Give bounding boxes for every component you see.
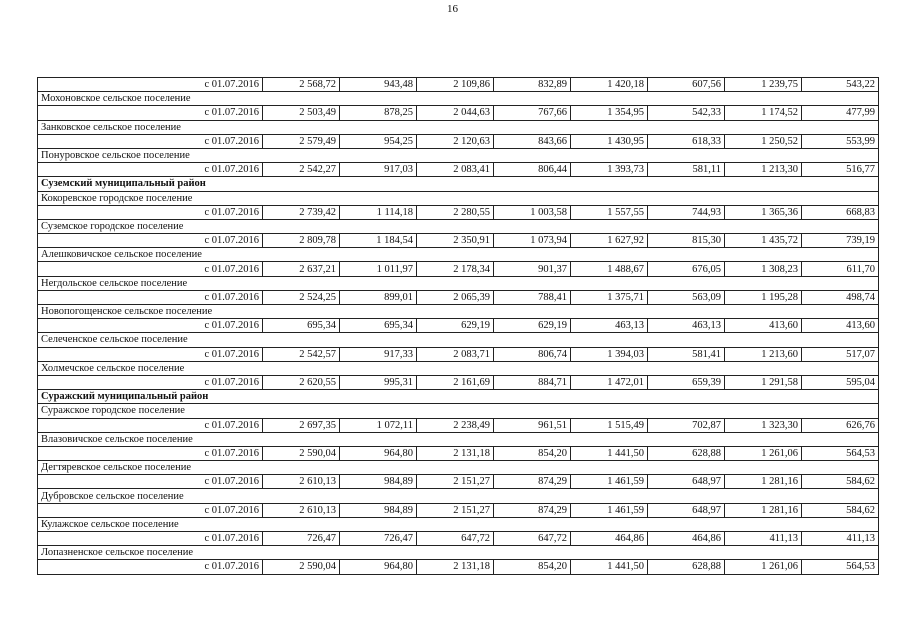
tariff-value-cell: 1 291,58 [725,375,802,389]
tariff-value-cell: 563,09 [648,290,725,304]
tariff-value-cell: 1 472,01 [571,375,648,389]
settlement-name: Дегтяревское сельское поселение [38,461,879,475]
settlement-name: Суземское городское поселение [38,219,879,233]
tariff-value-cell: 413,60 [802,319,879,333]
table-row [38,163,879,177]
tariff-value-cell: 584,62 [802,503,879,517]
table-row [38,503,879,517]
tariff-value-cell: 1 375,71 [571,290,648,304]
table-row [38,418,879,432]
settlement-header-row [38,191,879,205]
tariff-table-body [38,78,879,575]
tariff-value-cell: 995,31 [340,375,417,389]
settlement-name: Влазовичское сельское поселение [38,432,879,446]
tariff-value-cell: 702,87 [648,418,725,432]
table-row [38,262,879,276]
effective-date-cell: с 01.07.2016 [38,532,263,546]
tariff-value-cell: 564,53 [802,560,879,574]
tariff-value-cell: 2 131,18 [417,446,494,460]
settlement-header-row [38,489,879,503]
district-header-row [38,390,879,404]
tariff-value-cell: 463,13 [648,319,725,333]
tariff-value-cell: 595,04 [802,375,879,389]
tariff-value-cell: 1 461,59 [571,475,648,489]
settlement-header-row [38,461,879,475]
tariff-value-cell: 767,66 [494,106,571,120]
tariff-value-cell: 1 430,95 [571,134,648,148]
tariff-value-cell: 543,22 [802,78,879,92]
tariff-value-cell: 2 120,63 [417,134,494,148]
tariff-value-cell: 648,97 [648,475,725,489]
settlement-header-row [38,546,879,560]
tariff-value-cell: 463,13 [571,319,648,333]
district-header-row [38,177,879,191]
tariff-value-cell: 676,05 [648,262,725,276]
effective-date-cell: с 01.07.2016 [38,475,263,489]
settlement-name: Селеченское сельское поселение [38,333,879,347]
settlement-name: Понуровское сельское поселение [38,148,879,162]
table-row [38,205,879,219]
settlement-header-row [38,248,879,262]
tariff-value-cell: 2 542,57 [263,347,340,361]
tariff-value-cell: 516,77 [802,163,879,177]
page-number: 16 [447,3,458,15]
effective-date-cell: с 01.07.2016 [38,163,263,177]
tariff-value-cell: 1 261,06 [725,446,802,460]
tariff-value-cell: 611,70 [802,262,879,276]
settlement-header-row [38,148,879,162]
tariff-value-cell: 964,80 [340,560,417,574]
tariff-value-cell: 2 044,63 [417,106,494,120]
tariff-value-cell: 917,03 [340,163,417,177]
settlement-header-row [38,404,879,418]
table-row [38,560,879,574]
tariff-value-cell: 2 809,78 [263,234,340,248]
tariff-value-cell: 843,66 [494,134,571,148]
tariff-value-cell: 629,19 [417,319,494,333]
tariff-value-cell: 628,88 [648,446,725,460]
settlement-name: Дубровское сельское поселение [38,489,879,503]
effective-date-cell: с 01.07.2016 [38,347,263,361]
tariff-value-cell: 2 350,91 [417,234,494,248]
tariff-value-cell: 1 281,16 [725,503,802,517]
tariff-value-cell: 2 590,04 [263,560,340,574]
tariff-value-cell: 564,53 [802,446,879,460]
tariff-value-cell: 1 394,03 [571,347,648,361]
tariff-value-cell: 1 281,16 [725,475,802,489]
settlement-header-row [38,432,879,446]
tariff-value-cell: 1 213,30 [725,163,802,177]
tariff-value-cell: 695,34 [340,319,417,333]
settlement-name: Негдольское сельское поселение [38,276,879,290]
tariff-value-cell: 2 280,55 [417,205,494,219]
tariff-value-cell: 1 073,94 [494,234,571,248]
tariff-value-cell: 1 174,52 [725,106,802,120]
tariff-value-cell: 1 184,54 [340,234,417,248]
settlement-header-row [38,361,879,375]
effective-date-cell: с 01.07.2016 [38,262,263,276]
table-row [38,106,879,120]
tariff-value-cell: 1 114,18 [340,205,417,219]
tariff-value-cell: 629,19 [494,319,571,333]
tariff-value-cell: 1 213,60 [725,347,802,361]
tariff-value-cell: 2 178,34 [417,262,494,276]
tariff-value-cell: 854,20 [494,560,571,574]
district-name: Суземский муниципальный район [38,177,879,191]
tariff-value-cell: 2 503,49 [263,106,340,120]
tariff-value-cell: 806,44 [494,163,571,177]
tariff-value-cell: 584,62 [802,475,879,489]
effective-date-cell: с 01.07.2016 [38,446,263,460]
tariff-value-cell: 1 488,67 [571,262,648,276]
effective-date-cell: с 01.07.2016 [38,375,263,389]
tariff-value-cell: 2 161,69 [417,375,494,389]
table-row [38,446,879,460]
tariff-value-cell: 1 435,72 [725,234,802,248]
tariff-value-cell: 854,20 [494,446,571,460]
settlement-name: Алешковичское сельское поселение [38,248,879,262]
settlement-header-row [38,120,879,134]
tariff-value-cell: 739,19 [802,234,879,248]
effective-date-cell: с 01.07.2016 [38,418,263,432]
tariff-value-cell: 884,71 [494,375,571,389]
settlement-name: Холмечское сельское поселение [38,361,879,375]
tariff-value-cell: 695,34 [263,319,340,333]
settlement-name: Суражское городское поселение [38,404,879,418]
table-row [38,475,879,489]
district-name: Суражский муниципальный район [38,390,879,404]
tariff-value-cell: 2 568,72 [263,78,340,92]
tariff-value-cell: 1 011,97 [340,262,417,276]
table-row [38,78,879,92]
tariff-value-cell: 806,74 [494,347,571,361]
tariff-value-cell: 464,86 [571,532,648,546]
effective-date-cell: с 01.07.2016 [38,290,263,304]
tariff-value-cell: 628,88 [648,560,725,574]
tariff-value-cell: 2 637,21 [263,262,340,276]
settlement-header-row [38,219,879,233]
table-row [38,134,879,148]
effective-date-cell: с 01.07.2016 [38,319,263,333]
tariff-value-cell: 2 083,71 [417,347,494,361]
effective-date-cell: с 01.07.2016 [38,205,263,219]
tariff-value-cell: 464,86 [648,532,725,546]
tariff-value-cell: 2 524,25 [263,290,340,304]
effective-date-cell: с 01.07.2016 [38,503,263,517]
tariff-value-cell: 1 393,73 [571,163,648,177]
tariff-value-cell: 788,41 [494,290,571,304]
tariff-value-cell: 744,93 [648,205,725,219]
table-row [38,319,879,333]
tariff-value-cell: 874,29 [494,475,571,489]
tariff-value-cell: 626,76 [802,418,879,432]
tariff-value-cell: 648,97 [648,503,725,517]
tariff-value-cell: 2 151,27 [417,475,494,489]
tariff-value-cell: 1 441,50 [571,560,648,574]
tariff-value-cell: 647,72 [417,532,494,546]
tariff-value-cell: 1 461,59 [571,503,648,517]
tariff-value-cell: 411,13 [725,532,802,546]
effective-date-cell: с 01.07.2016 [38,106,263,120]
tariff-value-cell: 1 323,30 [725,418,802,432]
tariff-value-cell: 878,25 [340,106,417,120]
tariff-value-cell: 1 354,95 [571,106,648,120]
tariff-value-cell: 943,48 [340,78,417,92]
tariff-value-cell: 954,25 [340,134,417,148]
tariff-value-cell: 2 109,86 [417,78,494,92]
tariff-value-cell: 917,33 [340,347,417,361]
settlement-name: Кокоревское городское поселение [38,191,879,205]
tariff-value-cell: 618,33 [648,134,725,148]
tariff-value-cell: 498,74 [802,290,879,304]
tariff-value-cell: 899,01 [340,290,417,304]
tariff-value-cell: 2 151,27 [417,503,494,517]
tariff-value-cell: 668,83 [802,205,879,219]
settlement-name: Кулажское сельское поселение [38,517,879,531]
tariff-value-cell: 1 195,28 [725,290,802,304]
tariff-value-cell: 2 590,04 [263,446,340,460]
table-row [38,532,879,546]
tariff-value-cell: 964,80 [340,446,417,460]
tariff-value-cell: 2 542,27 [263,163,340,177]
tariff-value-cell: 647,72 [494,532,571,546]
effective-date-cell: с 01.07.2016 [38,134,263,148]
tariff-value-cell: 2 620,55 [263,375,340,389]
tariff-value-cell: 961,51 [494,418,571,432]
tariff-value-cell: 1 261,06 [725,560,802,574]
tariff-value-cell: 581,41 [648,347,725,361]
tariff-value-cell: 984,89 [340,475,417,489]
settlement-header-row [38,333,879,347]
tariff-value-cell: 1 627,92 [571,234,648,248]
tariff-value-cell: 2 131,18 [417,560,494,574]
tariff-value-cell: 1 003,58 [494,205,571,219]
tariff-value-cell: 607,56 [648,78,725,92]
tariff-value-cell: 984,89 [340,503,417,517]
settlement-name: Лопазненское сельское поселение [38,546,879,560]
tariff-value-cell: 2 083,41 [417,163,494,177]
tariff-value-cell: 901,37 [494,262,571,276]
tariff-value-cell: 2 697,35 [263,418,340,432]
effective-date-cell: с 01.07.2016 [38,78,263,92]
tariff-value-cell: 517,07 [802,347,879,361]
tariff-value-cell: 2 065,39 [417,290,494,304]
effective-date-cell: с 01.07.2016 [38,234,263,248]
table-row [38,290,879,304]
settlement-header-row [38,305,879,319]
tariff-value-cell: 2 739,42 [263,205,340,219]
tariff-value-cell: 581,11 [648,163,725,177]
tariff-value-cell: 413,60 [725,319,802,333]
table-row [38,375,879,389]
settlement-name: Занковское сельское поселение [38,120,879,134]
tariff-value-cell: 726,47 [340,532,417,546]
settlement-header-row [38,276,879,290]
tariff-value-cell: 542,33 [648,106,725,120]
tariff-value-cell: 2 579,49 [263,134,340,148]
tariff-value-cell: 815,30 [648,234,725,248]
tariff-value-cell: 726,47 [263,532,340,546]
tariff-value-cell: 1 308,23 [725,262,802,276]
tariff-value-cell: 2 610,13 [263,503,340,517]
settlement-name: Новопогощенское сельское поселение [38,305,879,319]
tariff-value-cell: 874,29 [494,503,571,517]
tariff-value-cell: 1 072,11 [340,418,417,432]
tariff-table [37,77,879,575]
tariff-value-cell: 1 365,36 [725,205,802,219]
settlement-name: Мохоновское сельское поселение [38,92,879,106]
tariff-value-cell: 1 557,55 [571,205,648,219]
tariff-value-cell: 2 610,13 [263,475,340,489]
table-row [38,347,879,361]
tariff-value-cell: 411,13 [802,532,879,546]
tariff-value-cell: 832,89 [494,78,571,92]
tariff-value-cell: 2 238,49 [417,418,494,432]
tariff-value-cell: 659,39 [648,375,725,389]
tariff-value-cell: 1 420,18 [571,78,648,92]
table-row [38,234,879,248]
tariff-value-cell: 1 239,75 [725,78,802,92]
tariff-value-cell: 1 515,49 [571,418,648,432]
settlement-header-row [38,517,879,531]
tariff-value-cell: 477,99 [802,106,879,120]
tariff-value-cell: 1 441,50 [571,446,648,460]
effective-date-cell: с 01.07.2016 [38,560,263,574]
tariff-value-cell: 553,99 [802,134,879,148]
settlement-header-row [38,92,879,106]
tariff-value-cell: 1 250,52 [725,134,802,148]
